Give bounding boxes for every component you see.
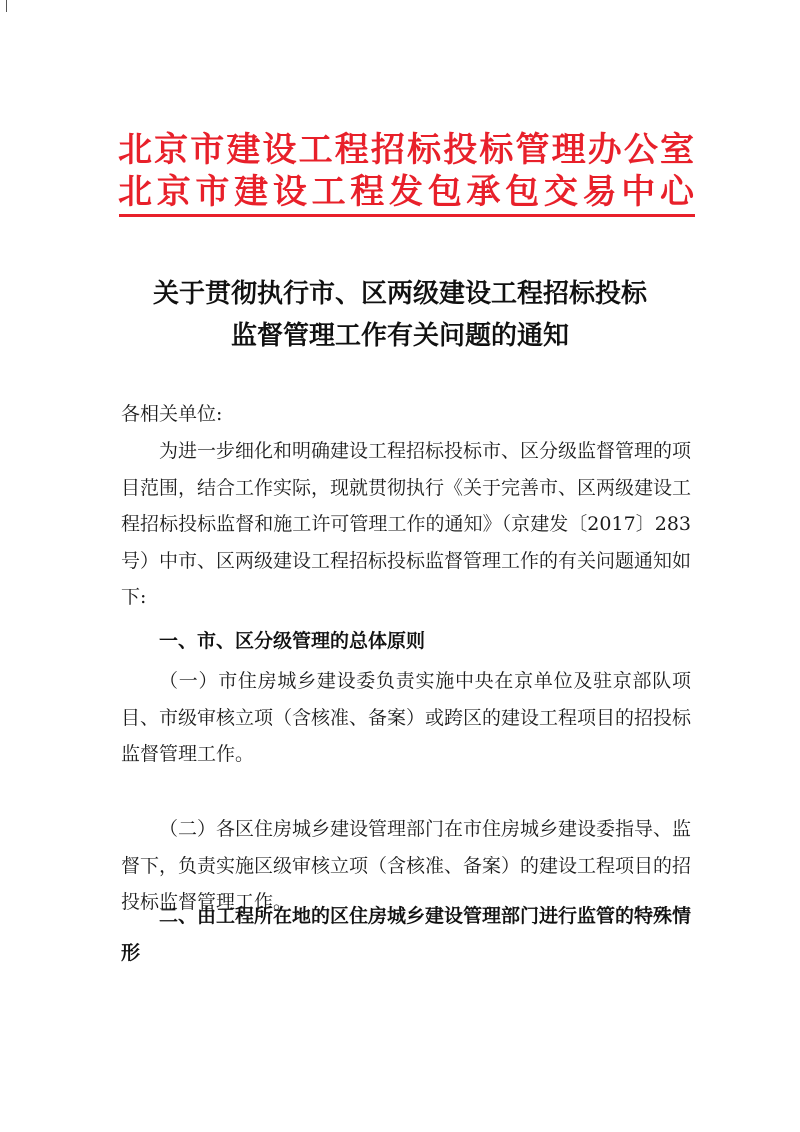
section-heading-1: 一、市、区分级管理的总体原则 (159, 630, 426, 652)
clause-2-paragraph: （二）各区住房城乡建设管理部门在市住房城乡建设委指导、监督下，负责实施区级审核立项（含核准、备案）的建设工程项目的招投标监督管理工作。 (121, 818, 692, 913)
issuing-org-line-2: 北京市建设工程发包承包交易中心 (118, 172, 694, 212)
issuing-org-line-1: 北京市建设工程招标投标管理办公室 (118, 130, 694, 170)
red-header-rule (119, 214, 695, 217)
section-heading-2: 二、由工程所在地的区住房城乡建设管理部门进行监管的特殊情形 (121, 905, 692, 964)
clause-1-paragraph: （一）市住房城乡建设委负责实施中央在京单位及驻京部队项目、市级审核立项（含核准、备案）或跨区的建设工程项目的招投标监督管理工作。 (121, 670, 692, 765)
document-title-line-1: 关于贯彻执行市、区两级建设工程招标投标 (152, 279, 647, 309)
intro-paragraph: 为进一步细化和明确建设工程招标投标市、区分级监督管理的项目范围，结合工作实际，现就贯彻执行《关于完善市、区两级建设工程招标投标监督和施工许可管理工作的通知》（京建发〔2017〕283号）中市、区两级建设工程招标投标监督管理工作的有关问题通知如下: (121, 440, 692, 608)
document-title-line-2: 监督管理工作有关问题的通知 (230, 321, 569, 351)
salutation: 各相关单位: (121, 403, 223, 425)
scan-edge-mark (6, 0, 7, 12)
